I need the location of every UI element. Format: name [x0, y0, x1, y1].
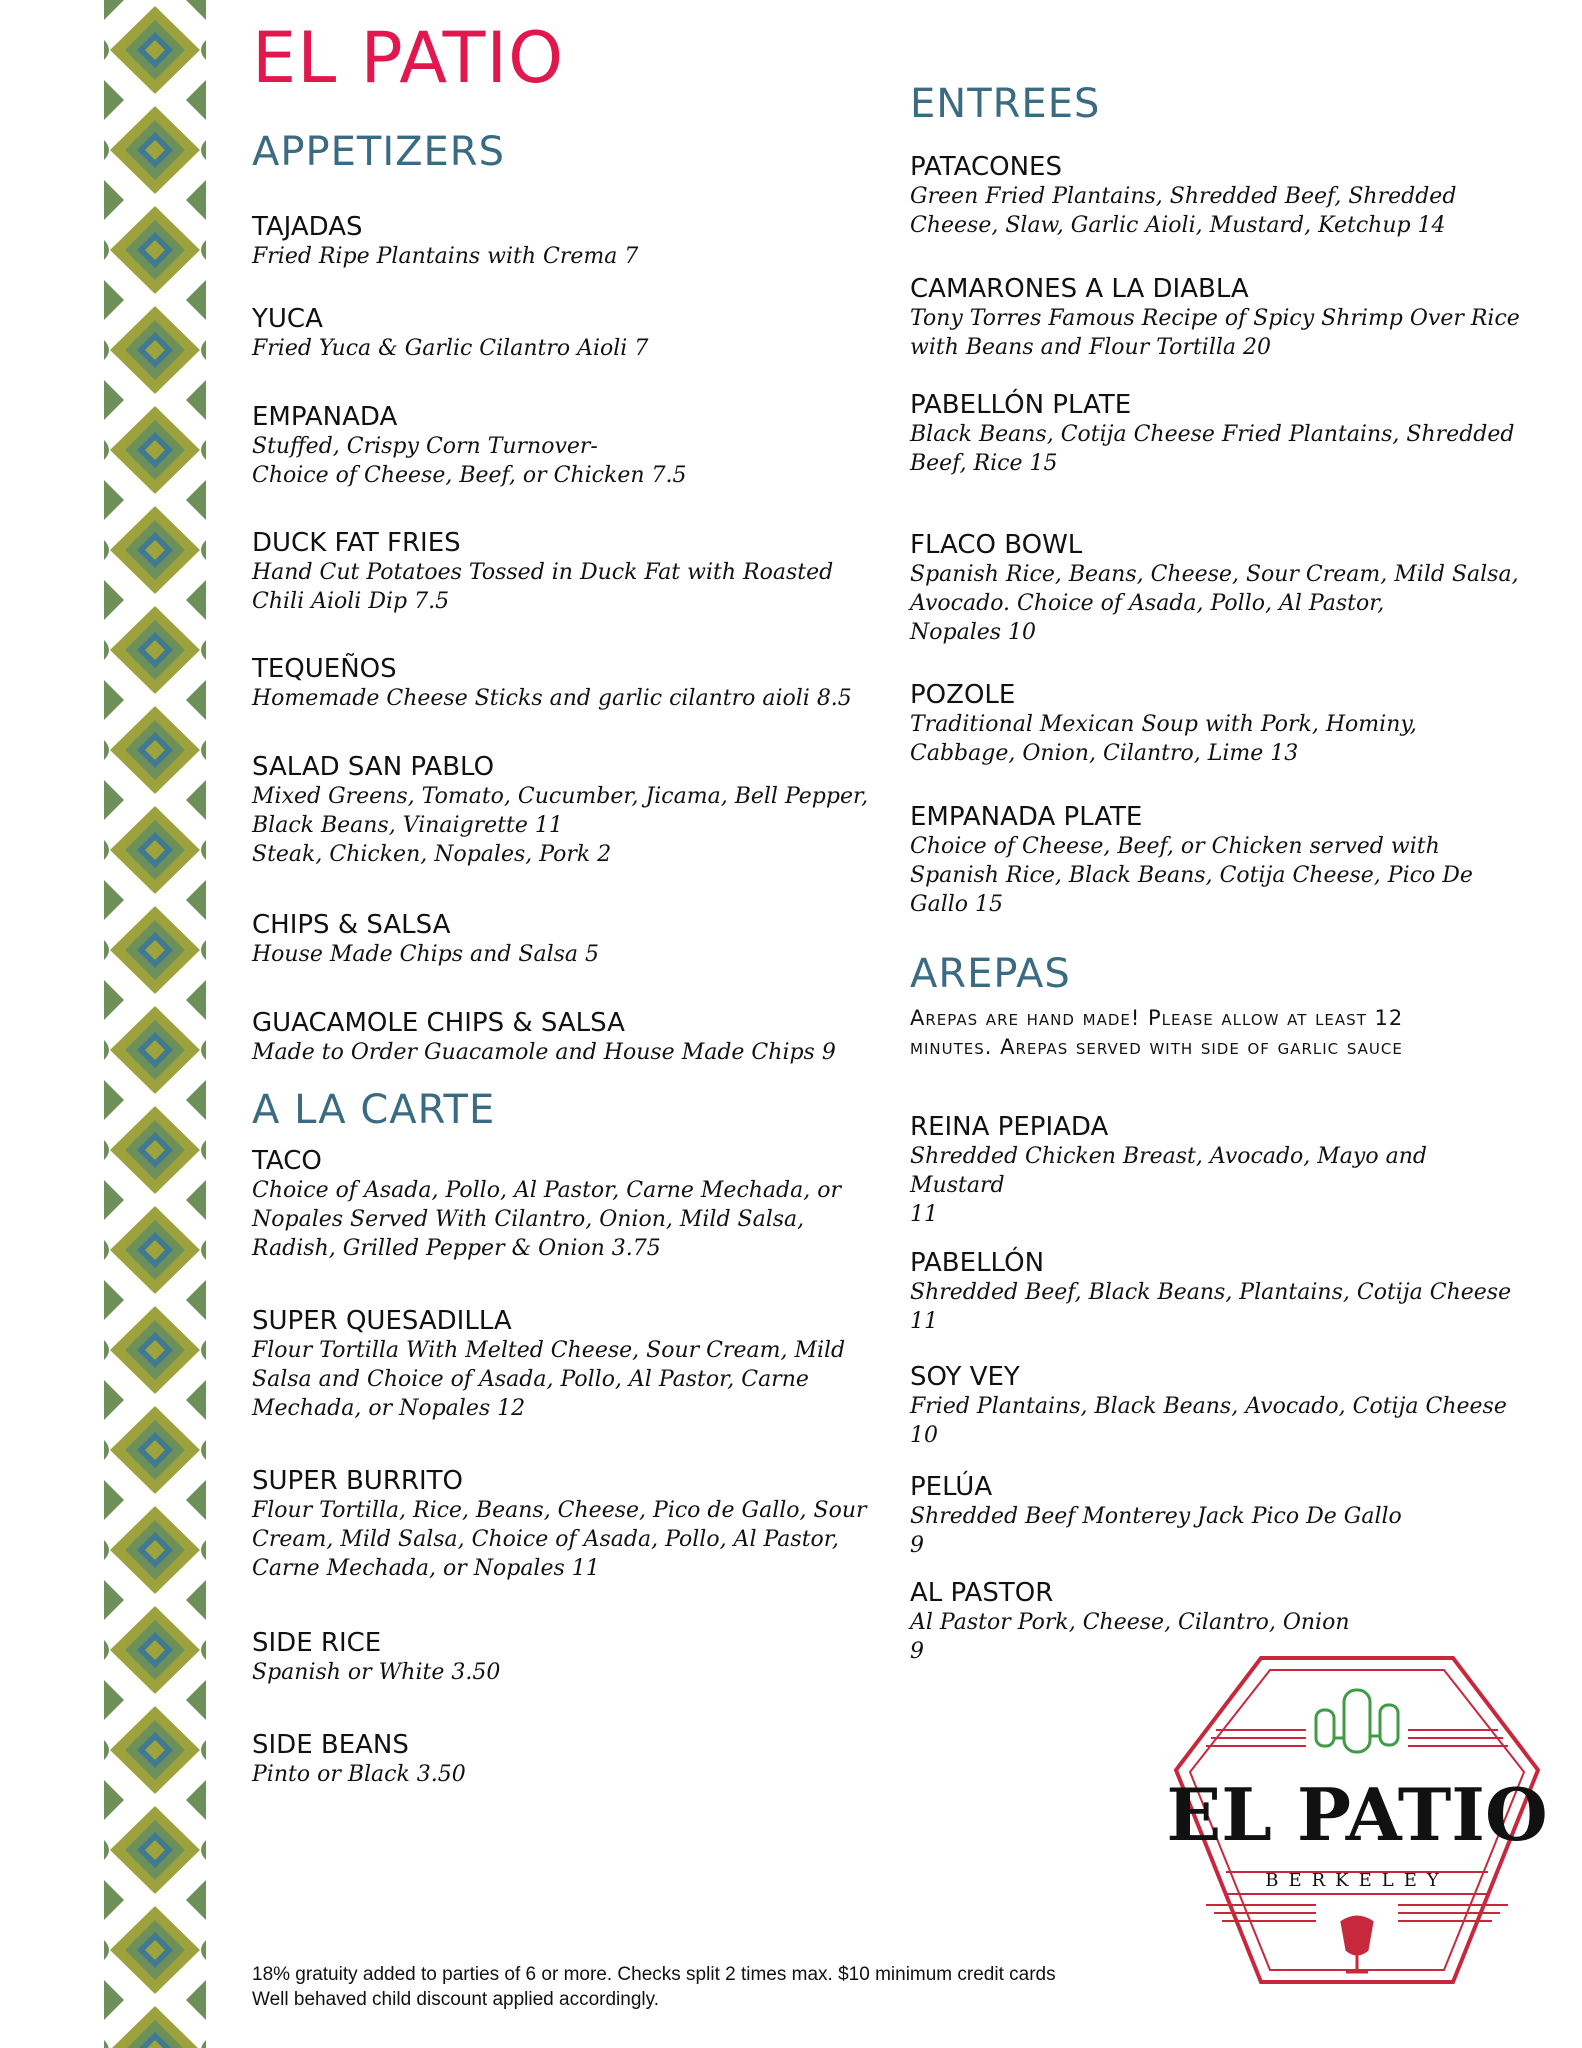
menu-item-name: DUCK FAT FRIES — [252, 528, 461, 558]
menu-item — [910, 274, 1530, 362]
menu-item-description: Green Fried Plantains, Shredded Beef, Shredded Cheese, Slaw, Garlic Aioli, Mustard, Ketchup 14 — [910, 184, 1457, 238]
menu-item — [252, 654, 872, 713]
menu-item-description: Pinto or Black 3.50 — [252, 1762, 466, 1787]
footer-discount-note: Well behaved child discount applied accordingly. — [252, 1989, 659, 2010]
menu-item-description: Al Pastor Pork, Cheese, Cilantro, Onion 9 — [910, 1610, 1350, 1664]
menu-item-name: TEQUEÑOS — [252, 654, 397, 684]
cactus-icon — [1316, 1690, 1398, 1752]
menu-item-description: Shredded Beef Monterey Jack Pico De Gallo 9 — [910, 1504, 1402, 1558]
menu-item-name: SIDE BEANS — [252, 1730, 409, 1760]
el-patio-logo — [1166, 1650, 1548, 1990]
menu-item — [252, 212, 872, 271]
menu-item-name: EMPANADA PLATE — [910, 802, 1143, 832]
menu-item-description: House Made Chips and Salsa 5 — [252, 942, 600, 967]
menu-item-description: Homemade Cheese Sticks and garlic cilantro aioli 8.5 — [252, 686, 852, 711]
menu-item-description: Traditional Mexican Soup with Pork, Hominy, Cabbage, Onion, Cilantro, Lime 13 — [910, 712, 1417, 766]
menu-item — [910, 1112, 1530, 1229]
menu-item-name: PATACONES — [910, 152, 1062, 182]
menu-item-name: SUPER BURRITO — [252, 1466, 463, 1496]
menu-item — [252, 1466, 872, 1583]
menu-item-name: TAJADAS — [252, 212, 363, 242]
menu-item-description: Made to Order Guacamole and House Made Chips 9 — [252, 1040, 836, 1065]
menu-item-name: CAMARONES A LA DIABLA — [910, 274, 1249, 304]
menu-item-name: CHIPS & SALSA — [252, 910, 451, 940]
menu-item-name: PABELLÓN PLATE — [910, 390, 1132, 420]
section-title-arepas: AREPAS — [910, 951, 1071, 997]
menu-item — [252, 910, 872, 969]
menu-item-description: Fried Plantains, Black Beans, Avocado, Cotija Cheese 10 — [910, 1394, 1507, 1448]
arepas-note: Arepas are hand made! Please allow at least 12 minutes. Arepas served with side of garlic sauce — [910, 1006, 1404, 1059]
menu-item — [252, 1008, 872, 1067]
menu-item — [252, 1306, 872, 1423]
menu-item-name: SALAD SAN PABLO — [252, 752, 495, 782]
menu-item-description: Spanish Rice, Beans, Cheese, Sour Cream, Mild Salsa, Avocado. Choice of Asada, Pollo, Al Pastor, Nopales 10 — [910, 562, 1519, 645]
menu-item-name: AL PASTOR — [910, 1578, 1054, 1608]
menu-item — [910, 390, 1530, 478]
menu-item-name: TACO — [252, 1146, 322, 1176]
menu-item-name: YUCA — [252, 304, 323, 334]
logo-wordmark: EL PATIO — [1166, 1772, 1548, 1857]
menu-item-description: Choice of Cheese, Beef, or Chicken served with Spanish Rice, Black Beans, Cotija Cheese, Pico De Gallo 15 — [910, 834, 1473, 917]
footer-gratuity-note: 18% gratuity added to parties of 6 or more. Checks split 2 times max. $10 minimum credit cards — [252, 1964, 1056, 1985]
menu-item-description: Flour Tortilla With Melted Cheese, Sour Cream, Mild Salsa and Choice of Asada, Pollo, Al Pastor, Carne Mechada, or Nopales 12 — [252, 1338, 846, 1421]
menu-item — [252, 304, 872, 363]
menu-item-name: SOY VEY — [910, 1362, 1020, 1392]
menu-item — [910, 680, 1530, 768]
menu-item-description: Spanish or White 3.50 — [252, 1660, 501, 1685]
menu-item — [910, 802, 1530, 919]
section-title-a-la-carte: A LA CARTE — [252, 1087, 496, 1133]
menu-item-description: Fried Yuca & Garlic Cilantro Aioli 7 — [252, 336, 649, 361]
menu-item-name: EMPANADA — [252, 402, 398, 432]
menu-item-description: Black Beans, Cotija Cheese Fried Plantains, Shredded Beef, Rice 15 — [910, 422, 1515, 476]
menu-item-description: Shredded Beef, Black Beans, Plantains, Cotija Cheese 11 — [910, 1280, 1512, 1334]
menu-item-description: Hand Cut Potatoes Tossed in Duck Fat with Roasted Chili Aioli Dip 7.5 — [252, 560, 834, 614]
menu-item-name: GUACAMOLE CHIPS & SALSA — [252, 1008, 625, 1038]
menu-item-name: PELÚA — [910, 1472, 993, 1502]
logo-city: BERKELEY — [1265, 1870, 1449, 1891]
menu-item — [252, 1146, 872, 1263]
menu-item-name: SUPER QUESADILLA — [252, 1306, 512, 1336]
menu-item-name: SIDE RICE — [252, 1628, 382, 1658]
menu-item — [910, 1472, 1530, 1560]
decorative-tile-border — [104, 0, 206, 2048]
menu-item-description: Stuffed, Crispy Corn Turnover- Choice of Cheese, Beef, or Chicken 7.5 — [252, 434, 687, 488]
menu-item — [252, 402, 872, 490]
menu-item-name: FLACO BOWL — [910, 530, 1083, 560]
menu-item-description: Shredded Chicken Breast, Avocado, Mayo and Mustard 11 — [910, 1144, 1427, 1227]
section-title-entrees: ENTREES — [910, 81, 1101, 127]
menu-item — [252, 528, 872, 616]
menu-item-description: Choice of Asada, Pollo, Al Pastor, Carne Mechada, or Nopales Served With Cilantro, Onion, Mild Salsa, Radish, Grilled Pepper & Onion 3.75 — [252, 1178, 841, 1261]
restaurant-title: EL PATIO — [252, 17, 565, 99]
menu-item-description: Flour Tortilla, Rice, Beans, Cheese, Pico de Gallo, Sour Cream, Mild Salsa, Choice of Asada, Pollo, Al Pastor, Carne Mechada, or Nopales 11 — [252, 1498, 867, 1581]
menu-item-name: REINA PEPIADA — [910, 1112, 1109, 1142]
section-title-appetizers: APPETIZERS — [252, 129, 505, 175]
menu-item — [910, 152, 1530, 240]
menu-item-description: Tony Torres Famous Recipe of Spicy Shrimp Over Rice with Beans and Flour Tortilla 20 — [910, 306, 1520, 360]
footer-notes — [252, 1962, 1352, 2012]
menu-item — [252, 752, 872, 869]
menu-item — [910, 1248, 1530, 1336]
menu-item-name: PABELLÓN — [910, 1248, 1045, 1278]
menu-item-name: POZOLE — [910, 680, 1016, 710]
menu-item — [252, 1730, 872, 1789]
menu-item — [910, 1362, 1530, 1450]
menu-item-description: Mixed Greens, Tomato, Cucumber, Jicama, Bell Pepper, Black Beans, Vinaigrette 11 Steak, Chicken, Nopales, Pork 2 — [252, 784, 869, 867]
menu-item — [910, 530, 1530, 647]
menu-item-description: Fried Ripe Plantains with Crema 7 — [252, 244, 639, 269]
menu-item — [252, 1628, 872, 1687]
